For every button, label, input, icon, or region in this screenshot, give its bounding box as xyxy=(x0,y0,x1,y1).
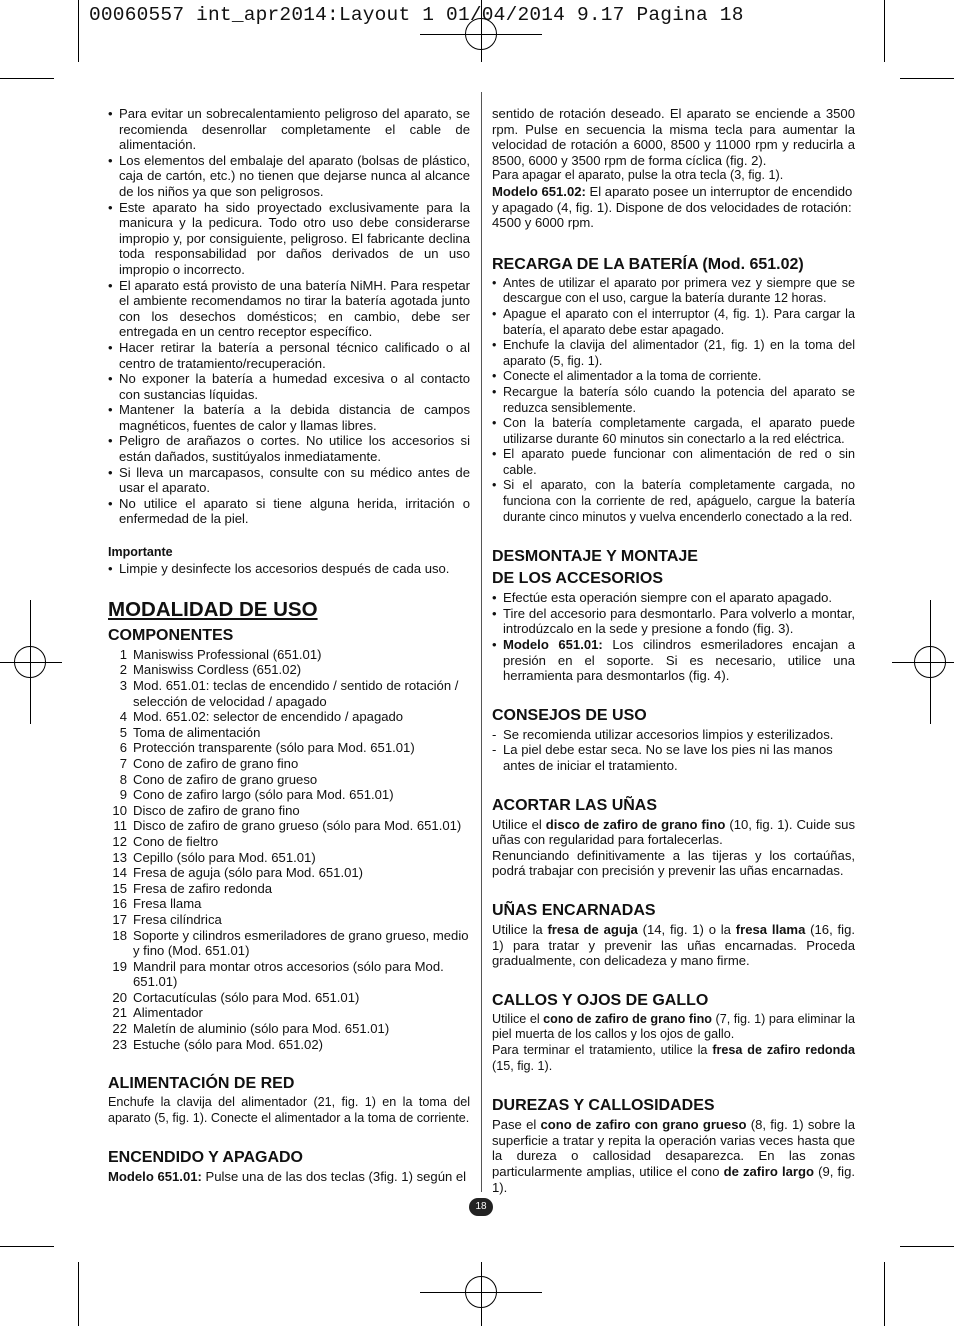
encendido-text xyxy=(108,1169,470,1185)
component-number: 6 xyxy=(119,740,127,756)
desmontaje-heading-line2: DE LOS ACCESORIOS xyxy=(492,570,663,588)
list-item: • Con la batería completamente cargada, el aparato puede utilizarse durante 60 minutos sin conectarlo a la red eléctrica. xyxy=(492,416,855,447)
desmontaje-heading-line1: DESMONTAJE Y MONTAJE xyxy=(492,548,698,566)
component-number: 19 xyxy=(112,958,127,974)
text-run: Para terminar el tratamiento, utilice la xyxy=(492,1042,713,1057)
list-item: • Este aparato ha sido proyectado exclusivamente para la manicura y la pedicura. Todo otro uso debe considerarse impropio y, por consiguiente, peligroso. El fabricante declina toda responsabilidad por daños derivados de un uso impropio o incorrecto. xyxy=(108,200,470,278)
recarga-heading: RECARGA DE LA BATERÍA (Mod. 651.02) xyxy=(492,255,804,273)
component-label: Fresa de zafiro redonda xyxy=(133,880,273,896)
text-run: (9, fig. 1). xyxy=(492,1163,855,1195)
text-run: (14, fig. 1) o la xyxy=(637,921,736,937)
component-item xyxy=(108,818,470,834)
component-label: Cono de zafiro largo (sólo para Mod. 651.01) xyxy=(133,787,394,803)
accessory-name: de zafiro largo xyxy=(723,1163,815,1179)
accessory-name: cono de zafiro con grano grueso xyxy=(540,1117,747,1133)
component-item xyxy=(108,740,470,756)
component-item xyxy=(108,990,470,1006)
component-label: Fresa de aguja (sólo para Mod. 651.01) xyxy=(133,865,364,881)
component-item xyxy=(108,647,470,663)
list-item: • Si lleva un marcapasos, consulte con su médico antes de usar el aparato. xyxy=(108,465,470,496)
list-item: • Los elementos del embalaje del aparato (bolsas de plástico, caja de cartón, etc.) no tienen que dejarse nunca al alcance de los niños ya que son peligrosos. xyxy=(108,153,470,200)
component-label: Cortacutículas (sólo para Mod. 651.01) xyxy=(133,989,360,1005)
list-item: • El aparato está provisto de una batería NiMH. Para respetar el ambiente recomendamos no tirar la batería agotada junto con los desechos domésticos; en cambio, debe ser entregada en un centro receptor específico. xyxy=(108,278,470,340)
list-item: • Recargue la batería sólo cuando la potencia del aparato se reduzca sensiblemente. xyxy=(492,385,855,416)
alimentacion-heading: ALIMENTACIÓN DE RED xyxy=(108,1075,295,1093)
crop-mark xyxy=(78,0,79,62)
consejos-heading: CONSEJOS DE USO xyxy=(492,706,647,724)
crop-mark xyxy=(900,1246,954,1247)
modalidad-heading: MODALIDAD DE USO xyxy=(108,598,318,622)
component-label: Toma de alimentación xyxy=(133,724,261,740)
component-item xyxy=(108,881,470,897)
acortar-heading: ACORTAR LAS UÑAS xyxy=(492,796,658,814)
model-label: Modelo 651.02: xyxy=(492,183,586,199)
durezas-text xyxy=(492,1117,855,1195)
component-number: 10 xyxy=(112,802,127,818)
component-number: 22 xyxy=(112,1021,127,1037)
desmontaje-model-body: Los cilindros esmeriladores encajan a presión en el soporte. Si es necesario, utilice una herramienta para desmontarlos (fig. 4). xyxy=(503,637,855,684)
recarga-list xyxy=(492,276,855,526)
desmontaje-model-list xyxy=(492,637,855,684)
list-item: - Se recomienda utilizar accesorios limpios y esterilizados. xyxy=(492,727,855,743)
component-item xyxy=(108,959,470,990)
accessory-name: cono de zafiro de grano fino xyxy=(543,1011,712,1026)
component-label: Cono de zafiro de grano fino xyxy=(133,755,299,771)
component-item xyxy=(108,834,470,850)
list-item: • Peligro de arañazos o cortes. No utilice los accesorios si están dañados, sustitúyalos inmediatamente. xyxy=(108,433,470,464)
crop-mark xyxy=(0,78,54,79)
callos-heading: CALLOS Y OJOS DE GALLO xyxy=(492,991,709,1009)
component-item xyxy=(108,850,470,866)
component-item xyxy=(108,803,470,819)
text-run: Utilice el xyxy=(492,1011,544,1026)
component-item xyxy=(108,865,470,881)
encendido-continued-text: sentido de rotación deseado. El aparato se enciende a 3500 rpm. Pulse en secuencia la misma tecla para aumentar la velocidad de rotación a 6000, 8500 y 11000 rpm y reducirla a 8500, 6000 y 3500 rpm de forma cíclica (fig. 2). xyxy=(492,106,855,168)
component-label: Maniswiss Professional (651.01) xyxy=(133,646,322,662)
component-item xyxy=(108,896,470,912)
durezas-heading: DUREZAS Y CALLOSIDADES xyxy=(492,1097,715,1115)
component-number: 13 xyxy=(112,849,127,865)
list-item: • Mantener la batería a la debida distancia de campos magnéticos, fuentes de calor y llamas libres. xyxy=(108,402,470,433)
component-label: Fresa llama xyxy=(133,896,202,912)
print-slug-header: 00060557 int_apr2014:Layout 1 01/04/2014 9.17 Pagina 18 xyxy=(89,4,744,26)
component-item xyxy=(108,928,470,959)
model-label: Modelo 651.01: xyxy=(503,637,603,653)
list-item xyxy=(492,637,855,684)
component-number: 23 xyxy=(112,1036,127,1052)
safety-bullet-list xyxy=(108,106,470,527)
list-item: • Conecte el alimentador a la toma de corriente. xyxy=(492,369,855,385)
component-item xyxy=(108,662,470,678)
component-number: 8 xyxy=(119,771,127,787)
registration-line xyxy=(0,662,62,663)
component-label: Soporte y cilindros esmeriladores de grano grueso, medio y fino (Mod. 651.01) xyxy=(133,927,469,959)
text-run: (15, fig. 1). xyxy=(492,1058,553,1073)
component-item xyxy=(108,787,470,803)
component-label: Cepillo (sólo para Mod. 651.01) xyxy=(133,849,316,865)
component-item xyxy=(108,1005,470,1021)
component-number: 16 xyxy=(112,896,127,912)
desmontaje-list xyxy=(492,590,855,637)
component-number: 20 xyxy=(112,989,127,1005)
left-column xyxy=(108,106,470,1185)
acortar-text-2: Renunciando definitivamente a las tijeras y los cortaúñas, podrá trabajar con precisión y prevenir las uñas encarnadas. xyxy=(492,847,855,879)
list-item: • Si el aparato, con la batería completamente cargada, no funciona con la corriente de red, apáguelo, cargue la batería durante cinco minutos y vuelva encenderlo conectado a la red. xyxy=(492,478,855,525)
alimentacion-text: Enchufe la clavija del alimentador (21, fig. 1) en la toma del aparato (5, fig. 1). Conecte el alimentador a la toma de corriente. xyxy=(108,1095,470,1125)
list-item: • Hacer retirar la batería a personal técnico calificado o al centro de tratamiento/recuperación. xyxy=(108,340,470,371)
list-item: • Para evitar un sobrecalentamiento peligroso del aparato, se recomienda desenrollar completamente el cable de alimentación. xyxy=(108,106,470,153)
acortar-text xyxy=(492,817,855,848)
component-number: 1 xyxy=(119,646,127,662)
callos-text xyxy=(492,1012,855,1043)
list-item: • Antes de utilizar el aparato por primera vez y siempre que se descargue con el uso, cargue la batería durante 12 horas. xyxy=(492,276,855,307)
crop-mark xyxy=(884,0,885,62)
component-number: 21 xyxy=(112,1005,127,1021)
list-item: • No utilice el aparato si tiene alguna herida, irritación o enfermedad de la piel. xyxy=(108,496,470,527)
text-run: Utilice el xyxy=(492,816,546,832)
component-label: Maletín de aluminio (sólo para Mod. 651.01) xyxy=(133,1021,390,1037)
text-run: (7, fig. 1) para eliminar la piel muerta de los callos y los ojos de gallo. xyxy=(492,1011,855,1042)
registration-line xyxy=(481,1262,482,1326)
component-number: 9 xyxy=(119,787,127,803)
component-item xyxy=(108,1037,470,1053)
list-item: • Enchufe la clavija del alimentador (21, fig. 1) en la toma del aparato (5, fig. 1). xyxy=(492,338,855,369)
importante-heading: Importante xyxy=(108,545,173,560)
component-item xyxy=(108,756,470,772)
component-number: 11 xyxy=(113,818,127,834)
component-item xyxy=(108,772,470,788)
text-run: (8, fig. 1) sobre la superficie a tratar y repita la operación varias veces hasta que la dureza o callosidad desaparezca. En las zonas particularmente amplias, utilice el cono xyxy=(492,1117,855,1179)
component-label: Fresa cilíndrica xyxy=(133,911,222,927)
modelo-02-body: El aparato posee un interruptor de encendido y apagado (4, fig. 1). Dispone de dos velocidades de rotación: 4500 y 6000 rpm. xyxy=(492,183,853,231)
list-item: • Efectúe esta operación siempre con el aparato apagado. xyxy=(492,590,855,606)
component-label: Mandril para montar otros accesorios (sólo para Mod. 651.01) xyxy=(133,958,444,990)
unas-heading: UÑAS ENCARNADAS xyxy=(492,901,656,919)
encendido-heading: ENCENDIDO Y APAGADO xyxy=(108,1149,303,1167)
component-label: Estuche (sólo para Mod. 651.02) xyxy=(133,1036,323,1052)
crop-mark xyxy=(0,1246,54,1247)
column-divider xyxy=(481,92,482,1192)
component-item xyxy=(108,912,470,928)
component-number: 18 xyxy=(112,927,127,943)
accessory-name: fresa de aguja xyxy=(547,921,638,937)
text-run: Utilice la xyxy=(492,921,548,937)
component-number: 2 xyxy=(119,662,127,678)
component-item xyxy=(108,725,470,741)
accessory-name: fresa llama xyxy=(735,921,806,937)
component-number: 7 xyxy=(119,755,127,771)
list-item: • Limpie y desinfecte los accesorios después de cada uso. xyxy=(108,561,470,577)
crop-mark xyxy=(884,1262,885,1326)
accessory-name: fresa de zafiro redonda xyxy=(712,1042,855,1057)
consejos-list xyxy=(492,727,855,774)
importante-list xyxy=(108,561,470,577)
component-number: 12 xyxy=(112,833,127,849)
component-number: 14 xyxy=(112,865,127,881)
list-item: • El aparato puede funcionar con alimentación de red o sin cable. xyxy=(492,447,855,478)
apagar-text: Para apagar el aparato, pulse la otra tecla (3, fig. 1). xyxy=(492,168,784,183)
model-label: Modelo 651.01: xyxy=(108,1169,202,1185)
crop-mark xyxy=(78,1262,79,1326)
component-number: 15 xyxy=(112,880,127,896)
callos-text-2 xyxy=(492,1043,855,1074)
list-item: • No exponer la batería a humedad excesiva o al contacto con sustancias líquidas. xyxy=(108,371,470,402)
component-number: 4 xyxy=(119,709,127,725)
modelo-02-text xyxy=(492,184,855,231)
component-label: Cono de zafiro de grano grueso xyxy=(133,771,318,787)
component-number: 3 xyxy=(119,678,127,693)
encendido-body: Pulse una de las dos teclas (3fig. 1) según el xyxy=(201,1169,467,1185)
right-column xyxy=(492,106,855,1195)
component-item xyxy=(108,1021,470,1037)
text-run: (16, fig. 1) para tratar y prevenir las uñas encarnadas. Proceda gradualmente, con delicadeza y mano firme. xyxy=(492,921,855,969)
component-label: Maniswiss Cordless (651.02) xyxy=(133,662,302,678)
crop-mark xyxy=(900,78,954,79)
accessory-name: disco de zafiro de grano fino xyxy=(545,816,726,832)
componentes-heading: COMPONENTES xyxy=(108,626,234,644)
component-label: Alimentador xyxy=(133,1005,203,1021)
registration-line xyxy=(892,662,954,663)
list-item: - La piel debe estar seca. No se lave los pies ni las manos antes de iniciar el tratamiento. xyxy=(492,742,855,773)
componentes-list xyxy=(108,647,470,1052)
component-label: Cono de fieltro xyxy=(133,833,219,849)
page-number-badge: 18 xyxy=(469,1198,493,1216)
component-label: Mod. 651.01: teclas de encendido / sentido de rotación / selección de velocidad / apagado xyxy=(133,678,459,709)
unas-text xyxy=(492,922,855,969)
component-item xyxy=(108,678,470,709)
text-run: (10, fig. 1). Cuide sus uñas con regularidad para fortalecerlas. xyxy=(492,816,855,848)
component-label: Protección transparente (sólo para Mod. 651.01) xyxy=(133,740,415,756)
component-item xyxy=(108,709,470,725)
text-run: Pase el xyxy=(492,1117,541,1133)
list-item: • Tire del accesorio para desmontarlo. Para volverlo a montar, introdúzcalo en la sede y presione a fondo (fig. 3). xyxy=(492,606,855,637)
component-number: 5 xyxy=(119,724,127,740)
component-number: 17 xyxy=(112,911,127,927)
component-label: Mod. 651.02: selector de encendido / apagado xyxy=(133,709,404,725)
list-item: • Apague el aparato con el interruptor (4, fig. 1). Para cargar la batería, el aparato debe estar apagado. xyxy=(492,307,855,338)
component-label: Disco de zafiro de grano grueso (sólo para Mod. 651.01) xyxy=(133,818,462,834)
component-label: Disco de zafiro de grano fino xyxy=(133,802,300,818)
